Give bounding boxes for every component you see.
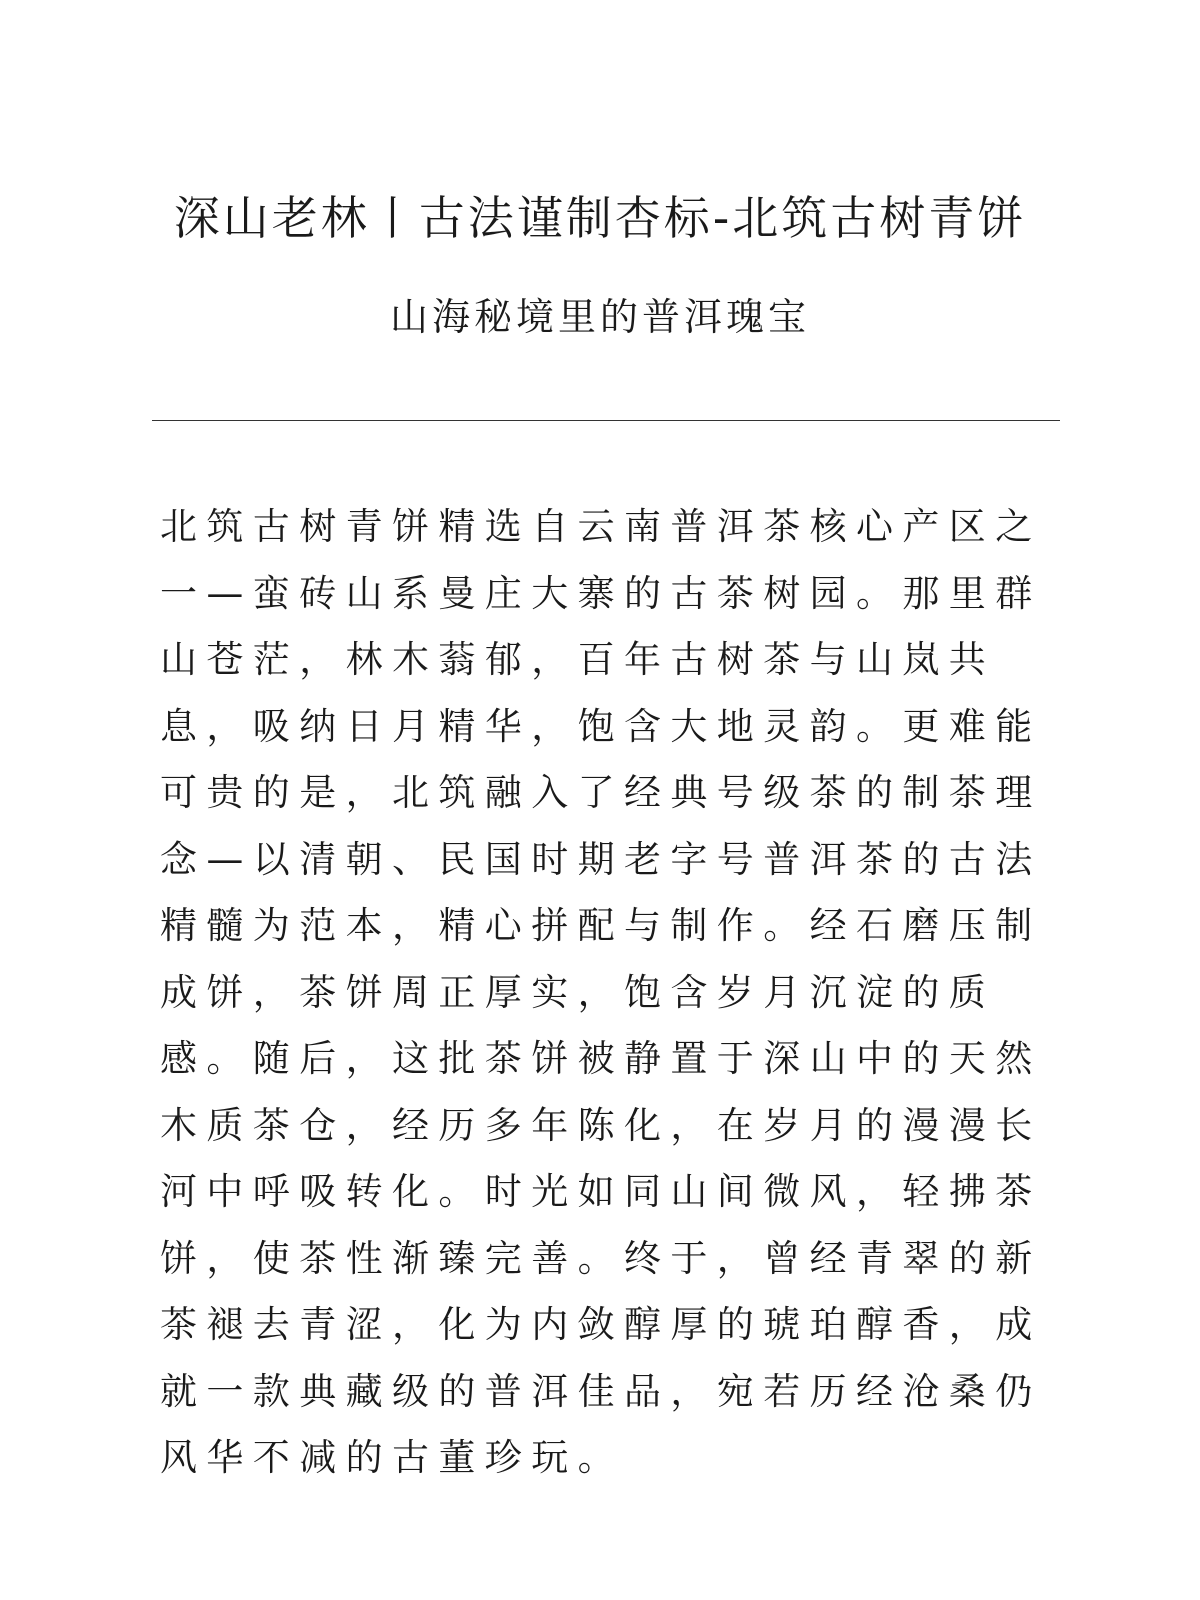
page-title: 深山老林丨古法谨制杏标-北筑古树青饼: [173, 191, 1027, 245]
page-subtitle: 山海秘境里的普洱瑰宝: [389, 295, 810, 339]
article-body: 北筑古树青饼精选自云南普洱茶核心产区之一—蛮砖山系曼庄大寨的古茶树园。那里群山苍茫，林木蓊郁，百年古树茶与山岚共息，吸纳日月精华，饱含大地灵韵。更难能可贵的是，北筑融入了经典号级茶的制茶理念—以清朝、民国时期老字号普洱茶的古法精髓为范本，精心拼配与制作。经石磨压制成饼，茶饼周正厚实，饱含岁月沉淀的质感。随后，这批茶饼被静置于深山中的天然木质茶仓，经历多年陈化，在岁月的漫漫长河中呼吸转化。时光如同山间微风，轻拂茶饼，使茶性渐臻完善。终于，曾经青翠的新茶褪去青涩，化为内敛醇厚的琥珀醇香，成就一款典藏级的普洱佳品，宛若历经沧桑仍风华不减的古董珍玩。: [160, 505, 1042, 1479]
title-divider: [152, 420, 1060, 421]
